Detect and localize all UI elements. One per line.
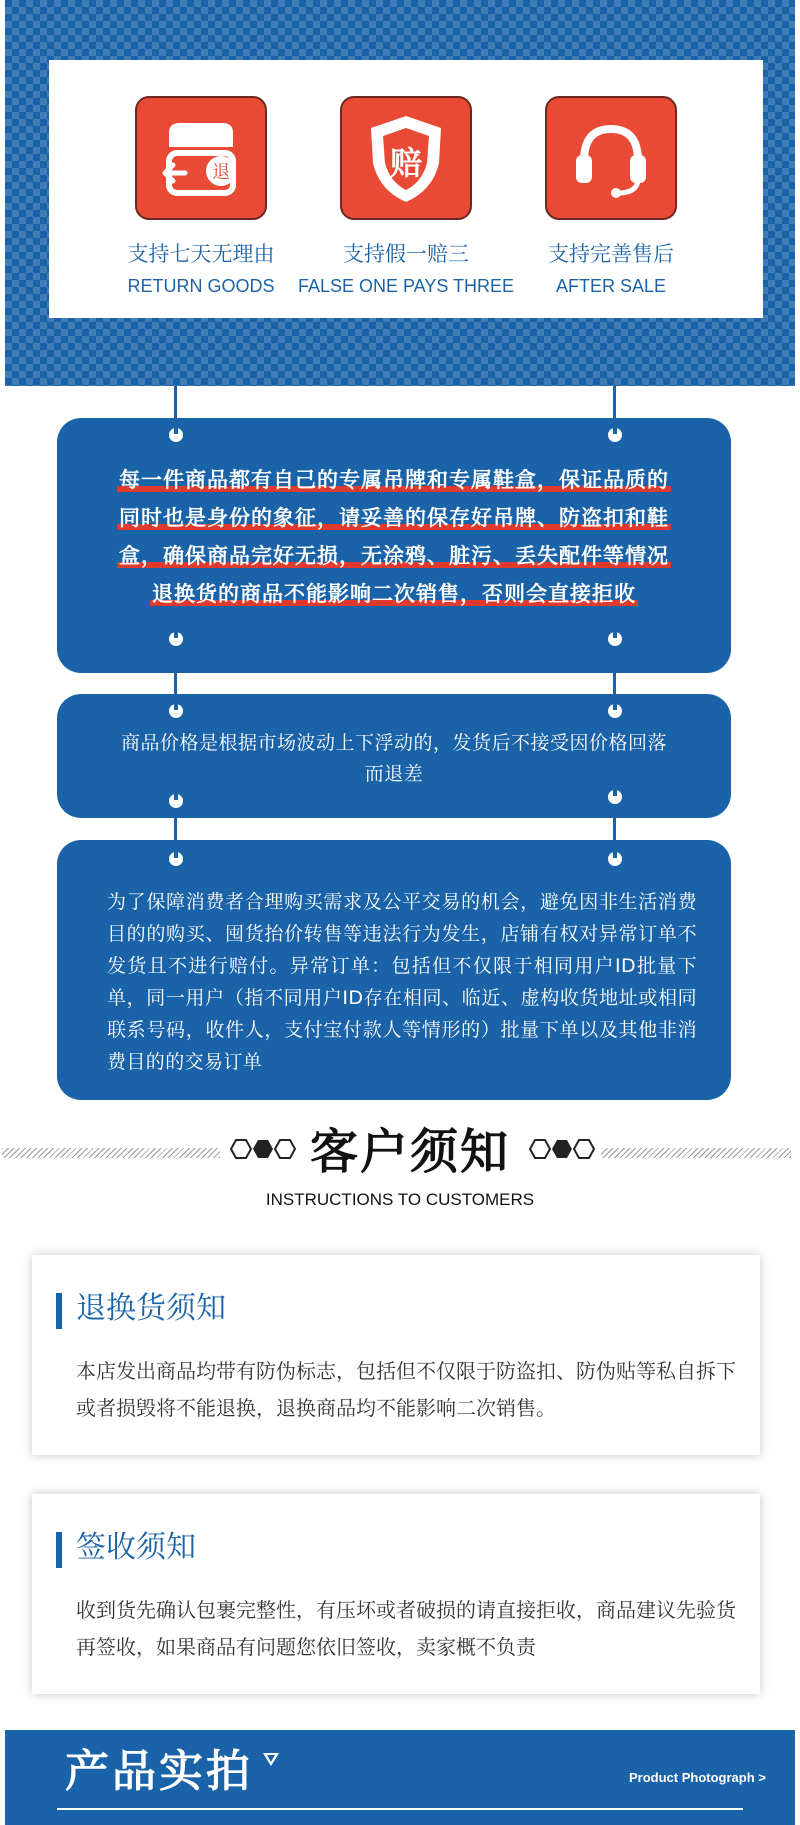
top-banner (5, 0, 795, 386)
info-card-title: 退换货须知 (76, 1291, 226, 1326)
card-pin (608, 428, 622, 442)
highlighted-notice-text (57, 466, 731, 618)
service-label-en: RETURN GOODS (127, 276, 275, 296)
notice-card-abnormal-orders (57, 840, 731, 1100)
notice-line: 盒，确保商品完好无损，无涂鸦、脏污、丢失配件等情况 (119, 544, 669, 568)
notice-line: 退换货的商品不能影响二次销售，否则会直接拒收 (152, 582, 636, 606)
info-card-title: 签收须知 (76, 1530, 196, 1565)
price-notice-text: 商品价格是根据市场波动上下浮动的，发货后不接受因价格回落而退差 (120, 732, 667, 785)
info-card-returns (32, 1255, 760, 1455)
title-accent-bar (56, 1293, 62, 1329)
section-subtitle: INSTRUCTIONS TO CUSTOMERS (265, 1190, 535, 1209)
card-pin (169, 428, 183, 442)
shield-compensation-icon (340, 96, 472, 220)
card-pin (169, 704, 183, 718)
return-badge-text: 退 (212, 162, 230, 183)
info-card-body: 本店发出商品均带有防伪标志，包括但不仅限于防盗扣、防伪贴等私自拆下或者损毁将不能退换，退换商品均不能影响二次销售。 (76, 1359, 736, 1420)
service-label-en: FALSE ONE PAYS THREE (297, 276, 515, 296)
hexagon-decoration-icon (527, 1137, 597, 1161)
hatch-divider (2, 1148, 220, 1158)
notice-line: 同时也是身份的象征，请妥善的保存好吊牌、防盗扣和鞋 (119, 506, 669, 530)
notice-card-price (57, 694, 731, 818)
card-pin (169, 852, 183, 866)
hatch-divider (601, 1148, 791, 1158)
service-label-cn: 支持假一赔三 (343, 242, 469, 266)
title-accent-bar (56, 1532, 62, 1568)
headset-icon (545, 96, 677, 220)
product-photo-banner (5, 1730, 795, 1825)
section-heading (0, 1122, 800, 1212)
card-pin (608, 632, 622, 646)
card-pin (608, 704, 622, 718)
footer-divider (57, 1808, 743, 1810)
service-label-cn: 支持七天无理由 (127, 242, 275, 266)
service-label-en: AFTER SALE (555, 276, 667, 296)
product-photograph-link[interactable]: Product Photograph > (629, 1770, 766, 1785)
triangle-down-icon (262, 1752, 280, 1772)
hexagon-decoration-icon (228, 1137, 298, 1161)
notice-card-tags-box (57, 418, 731, 673)
service-return-goods (81, 96, 321, 297)
card-pin (169, 632, 183, 646)
service-guarantee-panel (49, 60, 763, 318)
abnormal-order-text: 为了保障消费者合理购买需求及公平交易的机会，避免因非生活消费目的的购买、囤货抬价转售等违法行为发生，店铺有权对异常订单不发货且不进行赔付。异常订单：包括但不仅限于相同用户ID批量下单，同一用户（指不同用户ID存在相同、临近、虚构收货地址或相同联系号码，收件人，支付宝付款人等情形的）批量下单以及其他非消费目的的交易订单 (107, 891, 697, 1073)
compensation-badge-text: 赔 (389, 144, 423, 182)
footer-title: 产品实拍 (65, 1746, 253, 1797)
notice-line: 每一件商品都有自己的专属吊牌和专属鞋盒，保证品质的 (119, 468, 669, 492)
card-pin (608, 790, 622, 804)
info-card-signing (32, 1494, 760, 1694)
section-title: 客户须知 (309, 1124, 510, 1180)
card-pin (608, 852, 622, 866)
info-card-body: 收到货先确认包裹完整性，有压坏或者破损的请直接拒收，商品建议先验货再签收，如果商品有问题您依旧签收，卖家概不负责 (76, 1598, 736, 1659)
return-box-icon (135, 96, 267, 220)
service-after-sale (491, 96, 731, 297)
card-pin (169, 794, 183, 808)
service-false-one-pays-three (286, 96, 526, 297)
service-label-cn: 支持完善售后 (548, 242, 674, 266)
